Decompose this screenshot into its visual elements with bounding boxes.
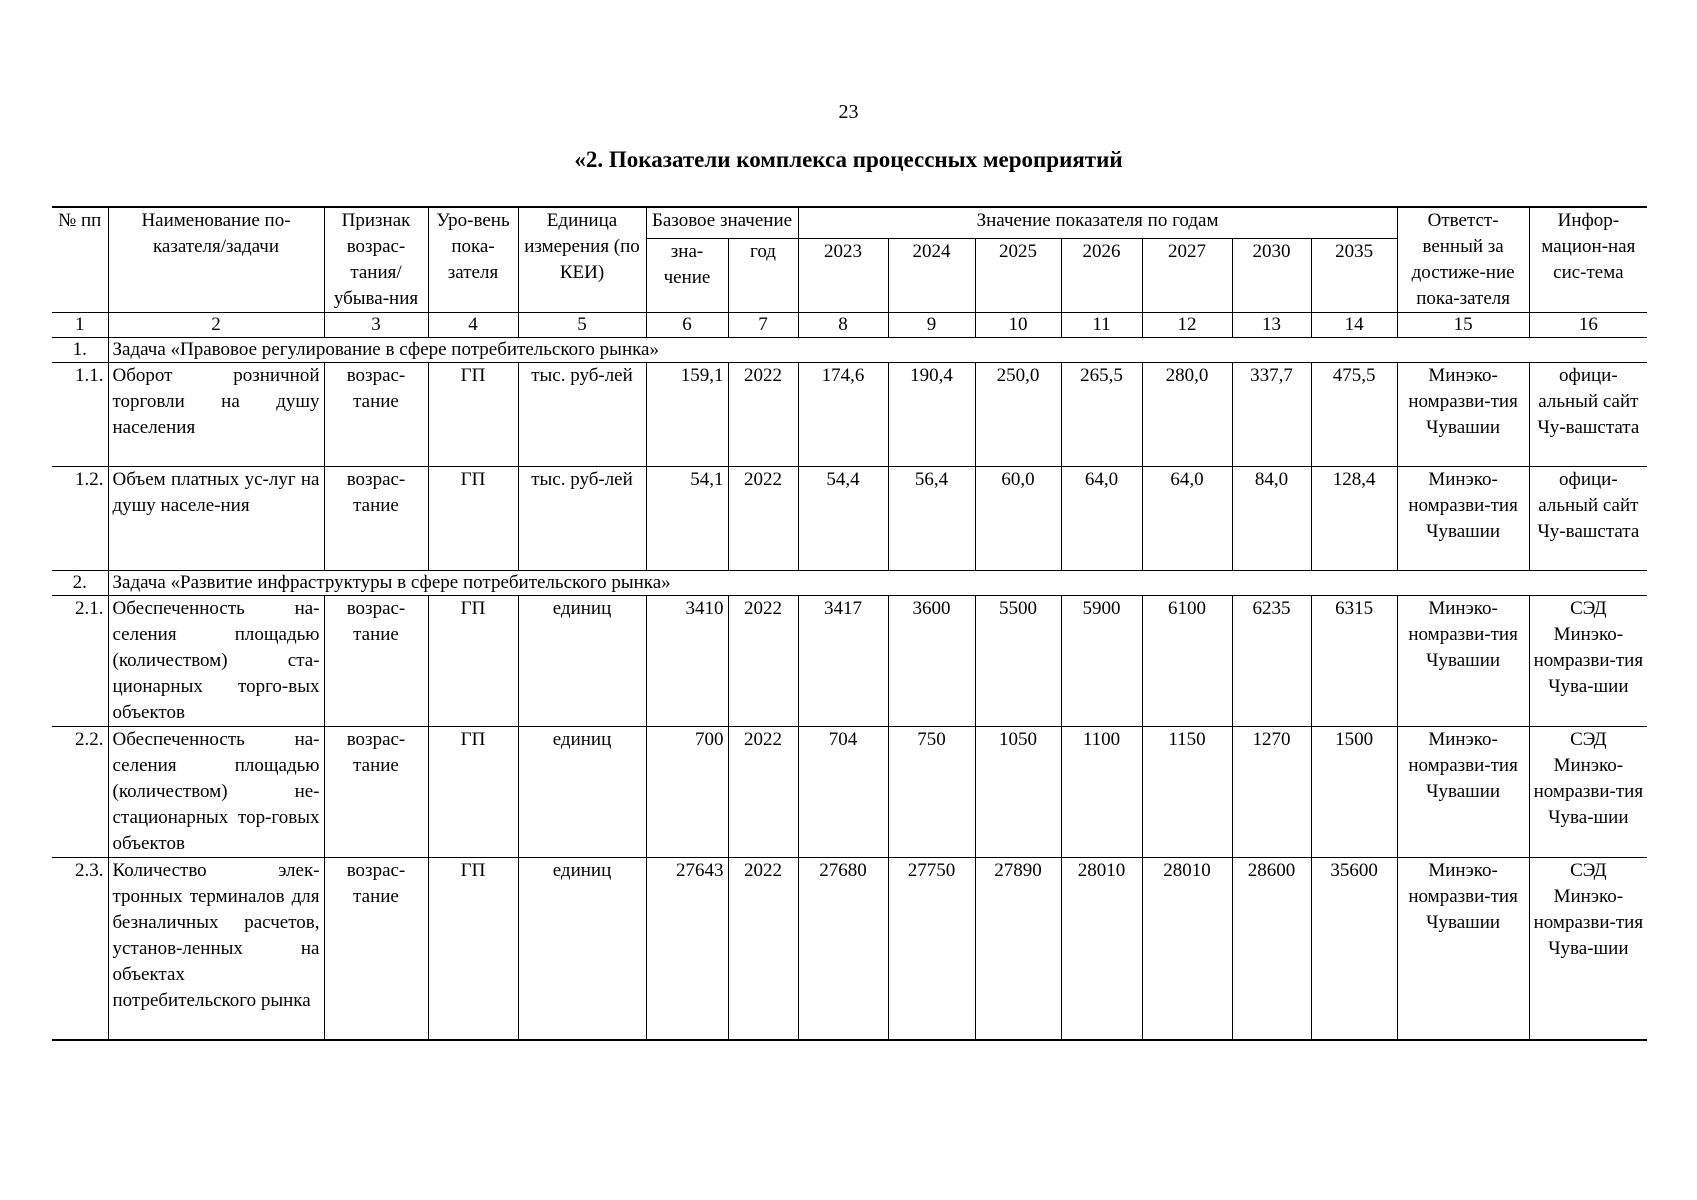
base-value: 3410 (646, 596, 728, 727)
column-number: 6 (646, 313, 728, 338)
header-base-value: зна-чение (646, 239, 728, 313)
indicator-level: ГП (428, 727, 518, 858)
column-numbers-row (52, 313, 1647, 338)
responsible: Минэко-номразви-тия Чувашии (1397, 363, 1529, 467)
column-number: 1 (52, 313, 108, 338)
task-title: Задача «Правовое регулирование в сфере потребительского рынка» (108, 338, 1647, 363)
value-2025: 60,0 (975, 467, 1061, 571)
indicator-unit: единиц (518, 596, 646, 727)
indicator-trend: возрас-тание (324, 858, 428, 1040)
task-title: Задача «Развитие инфраструктуры в сфере потребительского рынка» (108, 571, 1647, 596)
base-value: 159,1 (646, 363, 728, 467)
header-year-2027: 2027 (1142, 239, 1232, 313)
value-2023: 174,6 (798, 363, 888, 467)
header-year-2030: 2030 (1232, 239, 1311, 313)
row-number: 2.2. (52, 727, 108, 858)
value-2030: 337,7 (1232, 363, 1311, 467)
indicators-table (52, 206, 1647, 1041)
header-unit: Единица измерения (по КЕИ) (518, 207, 646, 313)
task-row (52, 338, 1647, 363)
header-years: Значение показателя по годам (798, 207, 1397, 239)
indicator-name: Объем платных ус-луг на душу населе-ния (108, 467, 324, 571)
task-number: 1. (52, 338, 108, 363)
value-2024: 56,4 (888, 467, 975, 571)
value-2035: 475,5 (1311, 363, 1397, 467)
column-number: 9 (888, 313, 975, 338)
indicator-level: ГП (428, 596, 518, 727)
value-2026: 28010 (1061, 858, 1142, 1040)
indicator-name: Обеспеченность на-селения площадью (количеством) ста-ционарных торго-вых объектов (108, 596, 324, 727)
page-number: 23 (838, 101, 859, 123)
base-value: 54,1 (646, 467, 728, 571)
indicator-row (52, 467, 1647, 571)
header-system: Инфор-мацион-ная сис-тема (1529, 207, 1647, 313)
header-no: № пп (52, 207, 108, 313)
column-number: 11 (1061, 313, 1142, 338)
base-year: 2022 (728, 596, 798, 727)
base-value: 700 (646, 727, 728, 858)
indicator-level: ГП (428, 858, 518, 1040)
base-year: 2022 (728, 858, 798, 1040)
indicator-unit: тыс. руб-лей (518, 467, 646, 571)
indicator-unit: единиц (518, 858, 646, 1040)
column-number: 8 (798, 313, 888, 338)
header-responsible: Ответст-венный за достиже-ние пока-зателя (1397, 207, 1529, 313)
value-2026: 1100 (1061, 727, 1142, 858)
info-system: СЭД Минэко-номразви-тия Чува-шии (1529, 596, 1647, 727)
base-year: 2022 (728, 467, 798, 571)
indicator-unit: тыс. руб-лей (518, 363, 646, 467)
task-number: 2. (52, 571, 108, 596)
column-number: 3 (324, 313, 428, 338)
base-year: 2022 (728, 727, 798, 858)
value-2027: 280,0 (1142, 363, 1232, 467)
indicator-name: Оборот розничной торговли на душу населения (108, 363, 324, 467)
indicator-trend: возрас-тание (324, 727, 428, 858)
indicator-name: Количество элек-тронных терминалов для безналичных расчетов, установ-ленных на объектах потребительского рынка (108, 858, 324, 1040)
column-number: 7 (728, 313, 798, 338)
value-2035: 1500 (1311, 727, 1397, 858)
value-2024: 27750 (888, 858, 975, 1040)
header-base: Базовое значение (646, 207, 798, 239)
page-title: «2. Показатели комплекса процессных мероприятий (574, 147, 1123, 172)
column-number: 10 (975, 313, 1061, 338)
value-2030: 84,0 (1232, 467, 1311, 571)
base-value: 27643 (646, 858, 728, 1040)
value-2035: 128,4 (1311, 467, 1397, 571)
task-row (52, 571, 1647, 596)
header-year-2026: 2026 (1061, 239, 1142, 313)
value-2025: 1050 (975, 727, 1061, 858)
column-number: 16 (1529, 313, 1647, 338)
column-number: 14 (1311, 313, 1397, 338)
header-level: Уро-вень пока-зателя (428, 207, 518, 313)
row-number: 2.1. (52, 596, 108, 727)
value-2024: 3600 (888, 596, 975, 727)
value-2025: 27890 (975, 858, 1061, 1040)
value-2023: 3417 (798, 596, 888, 727)
header-row (52, 207, 1647, 239)
base-year: 2022 (728, 363, 798, 467)
value-2026: 265,5 (1061, 363, 1142, 467)
info-system: СЭД Минэко-номразви-тия Чува-шии (1529, 858, 1647, 1040)
indicator-trend: возрас-тание (324, 467, 428, 571)
value-2027: 64,0 (1142, 467, 1232, 571)
value-2026: 5900 (1061, 596, 1142, 727)
header-year-2035: 2035 (1311, 239, 1397, 313)
header-year-2025: 2025 (975, 239, 1061, 313)
value-2024: 190,4 (888, 363, 975, 467)
indicator-unit: единиц (518, 727, 646, 858)
indicator-name: Обеспеченность на-селения площадью (количеством) не-стационарных тор-говых объектов (108, 727, 324, 858)
value-2026: 64,0 (1061, 467, 1142, 571)
value-2027: 1150 (1142, 727, 1232, 858)
row-number: 2.3. (52, 858, 108, 1040)
info-system: офици-альный сайт Чу-вашстата (1529, 363, 1647, 467)
value-2030: 28600 (1232, 858, 1311, 1040)
column-number: 12 (1142, 313, 1232, 338)
column-number: 15 (1397, 313, 1529, 338)
value-2023: 54,4 (798, 467, 888, 571)
info-system: СЭД Минэко-номразви-тия Чува-шии (1529, 727, 1647, 858)
responsible: Минэко-номразви-тия Чувашии (1397, 467, 1529, 571)
value-2023: 27680 (798, 858, 888, 1040)
indicator-row (52, 363, 1647, 467)
indicator-row (52, 727, 1647, 858)
value-2027: 28010 (1142, 858, 1232, 1040)
header-base-year: год (728, 239, 798, 313)
value-2030: 6235 (1232, 596, 1311, 727)
responsible: Минэко-номразви-тия Чувашии (1397, 596, 1529, 727)
indicator-level: ГП (428, 363, 518, 467)
column-number: 4 (428, 313, 518, 338)
responsible: Минэко-номразви-тия Чувашии (1397, 858, 1529, 1040)
value-2035: 35600 (1311, 858, 1397, 1040)
indicator-row (52, 858, 1647, 1040)
header-name: Наименование по-казателя/задачи (108, 207, 324, 313)
column-number: 2 (108, 313, 324, 338)
value-2025: 250,0 (975, 363, 1061, 467)
header-year-2023: 2023 (798, 239, 888, 313)
value-2035: 6315 (1311, 596, 1397, 727)
value-2030: 1270 (1232, 727, 1311, 858)
value-2024: 750 (888, 727, 975, 858)
header-trend: Признак возрас-тания/ убыва-ния (324, 207, 428, 313)
value-2023: 704 (798, 727, 888, 858)
responsible: Минэко-номразви-тия Чувашии (1397, 727, 1529, 858)
header-year-2024: 2024 (888, 239, 975, 313)
indicator-level: ГП (428, 467, 518, 571)
indicator-row (52, 596, 1647, 727)
indicator-trend: возрас-тание (324, 363, 428, 467)
row-number: 1.2. (52, 467, 108, 571)
info-system: офици-альный сайт Чу-вашстата (1529, 467, 1647, 571)
column-number: 13 (1232, 313, 1311, 338)
value-2025: 5500 (975, 596, 1061, 727)
value-2027: 6100 (1142, 596, 1232, 727)
column-number: 5 (518, 313, 646, 338)
row-number: 1.1. (52, 363, 108, 467)
indicator-trend: возрас-тание (324, 596, 428, 727)
